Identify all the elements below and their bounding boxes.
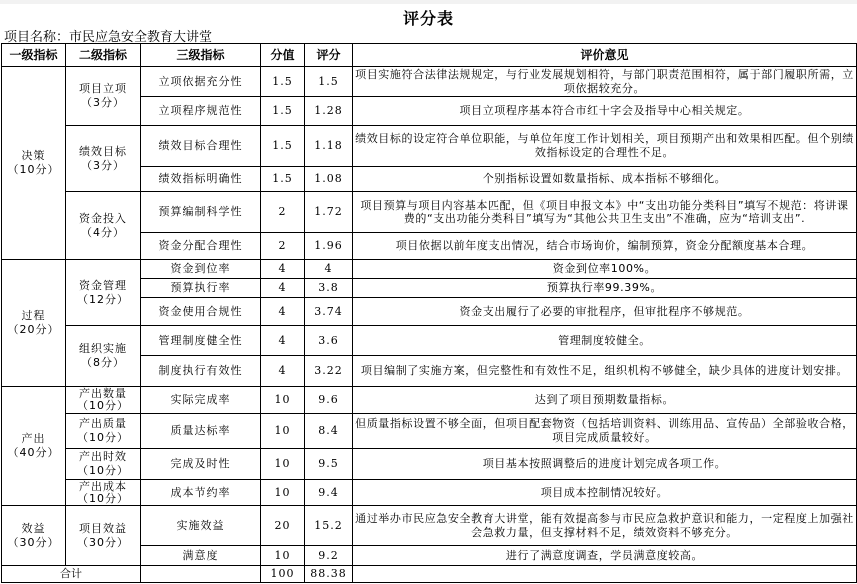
comment-cell: 项目编制了实施方案，但完整性和有效性不足，组织机构不够健全，缺少具体的进度计划安排。 bbox=[353, 356, 857, 387]
header-level1: 一级指标 bbox=[2, 44, 66, 67]
level3-cell: 立项依据充分性 bbox=[141, 67, 261, 97]
level2-name: 产出时效 bbox=[79, 450, 127, 463]
level1-points: （30分） bbox=[7, 535, 60, 549]
table-row bbox=[2, 387, 857, 414]
value-cell: 1.5 bbox=[261, 167, 305, 192]
level2-points: （8分） bbox=[81, 356, 125, 369]
score-cell: 1.28 bbox=[305, 97, 353, 126]
level1-cell bbox=[2, 387, 66, 506]
level2-name: 产出质量 bbox=[79, 417, 127, 430]
score-table bbox=[1, 43, 857, 583]
value-cell: 4 bbox=[261, 298, 305, 326]
value-cell: 2 bbox=[261, 233, 305, 260]
level1-cell bbox=[2, 67, 66, 260]
value-cell: 10 bbox=[261, 449, 305, 480]
total-score: 88.38 bbox=[305, 566, 353, 583]
level2-cell bbox=[66, 387, 141, 414]
level2-name: 资金投入 bbox=[79, 211, 127, 225]
comment-cell: 但质量指标设置不够全面，但项目配套物资（包括培训资料、训练用品、宣传品）全部验收合格，项目完成质量较好。 bbox=[353, 414, 857, 449]
comment-cell: 绩效目标的设定符合单位职能，与单位年度工作计划相关，项目预期产出和效果相匹配。但个别绩效指标设定的合理性不足。 bbox=[353, 126, 857, 167]
level3-cell: 成本节约率 bbox=[141, 480, 261, 506]
level3-cell: 质量达标率 bbox=[141, 414, 261, 449]
comment-cell: 项目实施符合法律法规规定，与行业发展规划相符，与部门职责范围相符，属于部门履职所需，立项依据较充分。 bbox=[353, 67, 857, 97]
level3-cell: 绩效指标明确性 bbox=[141, 167, 261, 192]
level1-cell bbox=[2, 506, 66, 566]
level2-name: 项目效益 bbox=[79, 521, 127, 535]
table-row bbox=[2, 260, 857, 279]
value-cell: 20 bbox=[261, 506, 305, 546]
header-comment: 评价意见 bbox=[353, 44, 857, 67]
value-cell: 4 bbox=[261, 279, 305, 298]
table-row bbox=[2, 414, 857, 449]
level2-name: 组织实施 bbox=[79, 342, 127, 355]
level2-cell bbox=[66, 326, 141, 387]
score-cell: 9.6 bbox=[305, 387, 353, 414]
score-cell: 3.6 bbox=[305, 326, 353, 356]
value-cell: 4 bbox=[261, 356, 305, 387]
score-cell: 3.74 bbox=[305, 298, 353, 326]
value-cell: 1.5 bbox=[261, 97, 305, 126]
table-row bbox=[2, 192, 857, 233]
level1-cell bbox=[2, 260, 66, 387]
level1-name: 决策 bbox=[21, 149, 46, 162]
comment-cell: 项目成本控制情况较好。 bbox=[353, 480, 857, 506]
top-bar bbox=[0, 0, 857, 4]
level2-name: 项目立项 bbox=[79, 82, 127, 95]
header-value: 分值 bbox=[261, 44, 305, 67]
value-cell: 10 bbox=[261, 480, 305, 506]
value-cell: 2 bbox=[261, 192, 305, 233]
level2-points: （10分） bbox=[77, 491, 129, 505]
level2-cell bbox=[66, 192, 141, 260]
level3-cell: 资金到位率 bbox=[141, 260, 261, 279]
value-cell: 1.5 bbox=[261, 126, 305, 167]
value-cell: 10 bbox=[261, 414, 305, 449]
page-title: 评分表 bbox=[402, 9, 454, 28]
level2-cell bbox=[66, 260, 141, 326]
value-cell: 10 bbox=[261, 387, 305, 414]
comment-cell: 项目立项程序基本符合市红十字会及指导中心相关规定。 bbox=[353, 97, 857, 126]
level3-cell: 资金分配合理性 bbox=[141, 233, 261, 260]
level3-cell: 预算编制科学性 bbox=[141, 192, 261, 233]
value-cell: 1.5 bbox=[261, 67, 305, 97]
level2-points: （10分） bbox=[77, 399, 129, 412]
level3-cell: 制度执行有效性 bbox=[141, 356, 261, 387]
table-row bbox=[2, 506, 857, 546]
total-value: 100 bbox=[261, 566, 305, 583]
score-cell: 8.4 bbox=[305, 414, 353, 449]
level3-cell: 完成及时性 bbox=[141, 449, 261, 480]
level3-cell: 满意度 bbox=[141, 546, 261, 566]
comment-cell: 预算执行率99.39%。 bbox=[353, 279, 857, 298]
table-row bbox=[2, 126, 857, 167]
level2-cell bbox=[66, 414, 141, 449]
score-cell: 1.72 bbox=[305, 192, 353, 233]
level1-name: 过程 bbox=[21, 309, 46, 322]
level2-points: （12分） bbox=[77, 292, 129, 306]
level2-points: （3分） bbox=[81, 158, 125, 172]
value-cell: 10 bbox=[261, 546, 305, 566]
comment-cell: 项目依据以前年度支出情况，结合市场询价，编制预算，资金分配额度基本合理。 bbox=[353, 233, 857, 260]
level2-points: （30分） bbox=[77, 535, 129, 549]
level3-cell: 预算执行率 bbox=[141, 279, 261, 298]
level3-cell: 立项程序规范性 bbox=[141, 97, 261, 126]
total-comment bbox=[353, 566, 857, 583]
level1-points: （40分） bbox=[7, 446, 60, 459]
comment-cell: 资金支出履行了必要的审批程序，但审批程序不够规范。 bbox=[353, 298, 857, 326]
comment-cell: 项目预算与项目内容基本匹配，但《项目申报文本》中“支出功能分类科目”填写不规范：将讲课费的“支出功能分类科目”填写为“其他公共卫生支出”不准确，应为“培训支出”. bbox=[353, 192, 857, 233]
project-label: 项目名称： bbox=[4, 30, 70, 45]
header-score: 评分 bbox=[305, 44, 353, 67]
table-row bbox=[2, 67, 857, 97]
level1-name: 效益 bbox=[21, 521, 46, 535]
total-label: 合计 bbox=[2, 566, 141, 583]
level3-cell: 管理制度健全性 bbox=[141, 326, 261, 356]
level3-cell: 资金使用合规性 bbox=[141, 298, 261, 326]
table-row bbox=[2, 449, 857, 480]
comment-cell: 个别指标设置如数量指标、成本指标不够细化。 bbox=[353, 167, 857, 192]
comment-cell: 达到了项目预期数量指标。 bbox=[353, 387, 857, 414]
score-cell: 1.18 bbox=[305, 126, 353, 167]
level3-cell: 实际完成率 bbox=[141, 387, 261, 414]
comment-cell: 项目基本按照调整后的进度计划完成各项工作。 bbox=[353, 449, 857, 480]
level1-name: 产出 bbox=[21, 432, 46, 445]
total-row bbox=[2, 566, 857, 583]
level2-name: 产出数量 bbox=[79, 387, 127, 400]
header-level2: 二级指标 bbox=[66, 44, 141, 67]
level2-points: （3分） bbox=[81, 96, 125, 109]
level2-cell bbox=[66, 126, 141, 192]
level1-points: （10分） bbox=[7, 163, 60, 176]
comment-cell: 资金到位率100%。 bbox=[353, 260, 857, 279]
total-empty-cell bbox=[141, 566, 261, 583]
score-cell: 3.8 bbox=[305, 279, 353, 298]
project-name: 市民应急安全教育大讲堂 bbox=[69, 30, 213, 45]
level3-cell: 实施效益 bbox=[141, 506, 261, 546]
score-cell: 1.08 bbox=[305, 167, 353, 192]
level2-cell bbox=[66, 449, 141, 480]
level2-name: 资金管理 bbox=[79, 278, 127, 292]
header-row bbox=[2, 44, 857, 67]
score-cell: 9.5 bbox=[305, 449, 353, 480]
level2-points: （10分） bbox=[77, 431, 129, 444]
level2-cell bbox=[66, 506, 141, 566]
score-cell: 1.96 bbox=[305, 233, 353, 260]
level2-cell bbox=[66, 67, 141, 126]
level2-cell bbox=[66, 480, 141, 506]
value-cell: 4 bbox=[261, 260, 305, 279]
header-level3: 三级指标 bbox=[141, 44, 261, 67]
comment-cell: 管理制度较健全。 bbox=[353, 326, 857, 356]
score-cell: 4 bbox=[305, 260, 353, 279]
score-cell: 9.4 bbox=[305, 480, 353, 506]
level2-points: （4分） bbox=[81, 225, 125, 239]
comment-cell: 通过举办市民应急安全教育大讲堂，能有效提高参与市民应急救护意识和能力，一定程度上加强社会急救力量，但支撑材料不足，绩效资料不够充分。 bbox=[353, 506, 857, 546]
level2-name: 产出成本 bbox=[79, 479, 127, 493]
table-row bbox=[2, 480, 857, 506]
value-cell: 4 bbox=[261, 326, 305, 356]
level2-name: 绩效目标 bbox=[79, 144, 127, 158]
score-cell: 15.2 bbox=[305, 506, 353, 546]
score-cell: 3.22 bbox=[305, 356, 353, 387]
comment-cell: 进行了满意度调查，学员满意度较高。 bbox=[353, 546, 857, 566]
level3-cell: 绩效目标合理性 bbox=[141, 126, 261, 167]
score-cell: 1.5 bbox=[305, 67, 353, 97]
table-row bbox=[2, 326, 857, 356]
level1-points: （20分） bbox=[7, 323, 60, 336]
score-cell: 9.2 bbox=[305, 546, 353, 566]
level2-points: （10分） bbox=[77, 464, 129, 477]
